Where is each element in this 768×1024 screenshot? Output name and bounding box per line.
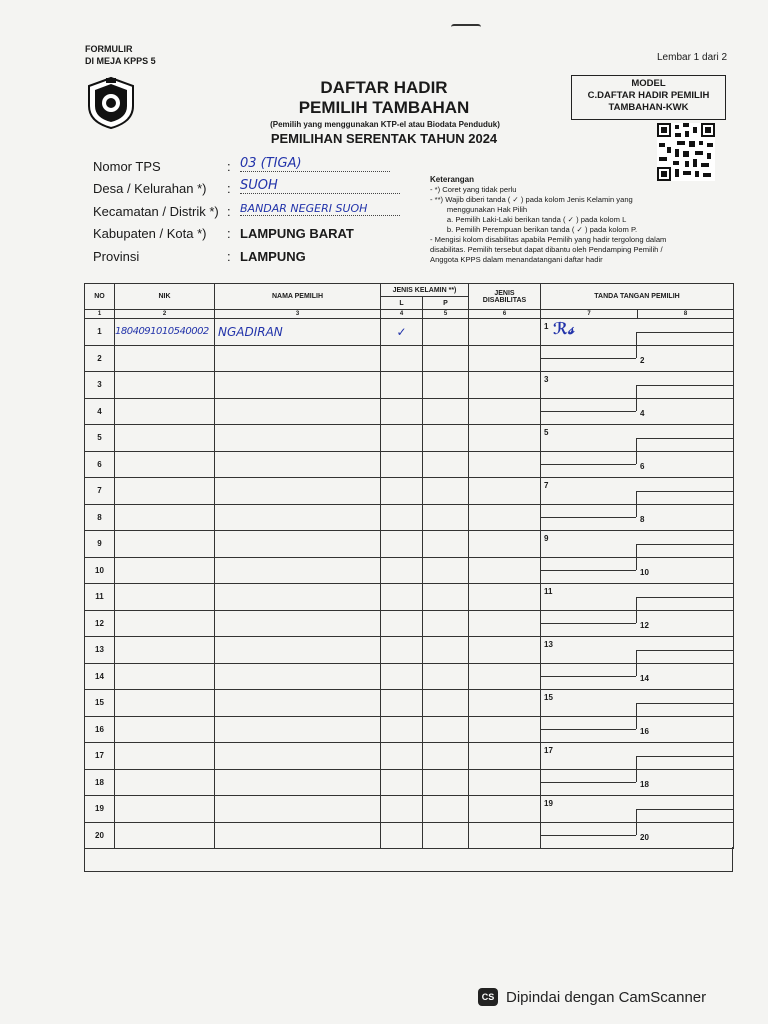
cell-l[interactable] — [381, 822, 423, 849]
cell-l[interactable]: ✓ — [381, 319, 423, 346]
header-jenis-kelamin: JENIS KELAMIN **) — [381, 284, 469, 297]
cell-nama[interactable] — [215, 584, 381, 611]
signature-step — [636, 438, 734, 439]
cell-dis[interactable] — [469, 743, 541, 770]
cell-nik[interactable] — [115, 716, 215, 743]
signature-divider — [636, 332, 637, 345]
table-row — [85, 345, 734, 372]
cell-p[interactable] — [423, 690, 469, 717]
cell-dis[interactable] — [469, 398, 541, 425]
cell-nama[interactable] — [215, 345, 381, 372]
info-label-provinsi: Provinsi — [93, 249, 140, 264]
signature-step — [541, 570, 636, 571]
signature-divider — [636, 770, 637, 783]
keterangan-line: - *) Coret yang tidak perlu — [430, 185, 517, 194]
cell-signature[interactable] — [541, 796, 734, 823]
signature-number: 16 — [640, 726, 649, 736]
column-number: 5 — [423, 310, 469, 319]
cell-l[interactable] — [381, 637, 423, 664]
signature-divider — [636, 717, 637, 730]
cell-nik[interactable] — [115, 398, 215, 425]
keterangan-line: b. Pemilih Perempuan berikan tanda ( ✓ ) pada kolom P. — [430, 225, 638, 234]
signature-divider — [636, 385, 637, 398]
cell-nama[interactable] — [215, 822, 381, 849]
info-colon: : — [227, 204, 231, 219]
signature-divider — [636, 650, 637, 663]
signature-step — [636, 703, 734, 704]
column-number: 2 — [115, 310, 215, 319]
title-line1: DAFTAR HADIR — [320, 78, 448, 97]
cell-no: 16 — [85, 716, 115, 743]
cell-signature[interactable] — [541, 531, 734, 558]
table-row — [85, 372, 734, 399]
cell-l[interactable] — [381, 796, 423, 823]
cell-no: 10 — [85, 557, 115, 584]
cell-no: 13 — [85, 637, 115, 664]
keterangan-line: Anggota KPPS dalam menandatangani daftar hadir — [430, 255, 603, 264]
signature-divider — [636, 664, 637, 677]
cell-dis[interactable] — [469, 663, 541, 690]
cell-no: 20 — [85, 822, 115, 849]
cell-nik[interactable] — [115, 796, 215, 823]
cell-nik[interactable] — [115, 531, 215, 558]
cell-nama[interactable] — [215, 478, 381, 505]
cell-signature[interactable] — [541, 637, 734, 664]
cell-signature[interactable] — [541, 690, 734, 717]
cell-nama[interactable] — [215, 610, 381, 637]
keterangan — [430, 175, 730, 265]
header-nama: NAMA PEMILIH — [215, 284, 381, 310]
cell-dis[interactable] — [469, 637, 541, 664]
cell-l[interactable] — [381, 584, 423, 611]
info-value-kecamatan: BANDAR NEGERI SUOH — [240, 202, 400, 216]
cell-nik[interactable] — [115, 372, 215, 399]
signature-number: 14 — [640, 673, 649, 683]
cell-dis[interactable] — [469, 451, 541, 478]
signature-divider — [636, 611, 637, 624]
signature-step — [541, 835, 636, 836]
signature-number: 13 — [544, 640, 553, 649]
table-row — [85, 822, 734, 849]
keterangan-title: Keterangan — [430, 175, 475, 184]
header-p: P — [423, 297, 469, 310]
cell-p[interactable] — [423, 584, 469, 611]
model-line1: MODEL — [631, 78, 666, 89]
cell-signature[interactable] — [541, 743, 734, 770]
signature-divider — [636, 756, 637, 769]
cell-no: 11 — [85, 584, 115, 611]
cell-dis[interactable] — [469, 557, 541, 584]
formulir-line2: DI MEJA KPPS 5 — [85, 56, 156, 66]
cell-nama[interactable] — [215, 398, 381, 425]
cell-dis[interactable] — [469, 372, 541, 399]
cell-nama[interactable] — [215, 663, 381, 690]
info-value-provinsi: LAMPUNG — [240, 249, 306, 264]
column-number: 3 — [215, 310, 381, 319]
cell-no: 18 — [85, 769, 115, 796]
cell-signature[interactable] — [541, 769, 734, 796]
signature-number: 17 — [544, 746, 553, 755]
header-no: NO — [85, 284, 115, 310]
cell-no: 19 — [85, 796, 115, 823]
cell-no: 3 — [85, 372, 115, 399]
cell-p[interactable] — [423, 398, 469, 425]
column-number: 6 — [469, 310, 541, 319]
camscanner-logo-icon: CS — [478, 988, 498, 1006]
table-footer-row — [84, 847, 733, 872]
keterangan-line: a. Pemilih Laki-Laki berikan tanda ( ✓ ) pada kolom L — [430, 215, 627, 224]
info-value-desa: SUOH — [240, 178, 400, 194]
table-row — [85, 319, 734, 346]
table-row — [85, 504, 734, 531]
signature-number: 3 — [544, 375, 549, 384]
signature-mark: ℛ𝓈 — [553, 319, 574, 338]
cell-l[interactable] — [381, 425, 423, 452]
info-colon: : — [227, 159, 231, 174]
cell-nik[interactable] — [115, 690, 215, 717]
signature-number: 18 — [640, 779, 649, 789]
cell-dis[interactable] — [469, 610, 541, 637]
cell-nama[interactable] — [215, 690, 381, 717]
signature-step — [636, 385, 734, 386]
signature-step — [541, 358, 636, 359]
cell-no: 7 — [85, 478, 115, 505]
header-disabilitas — [469, 284, 541, 310]
signature-divider — [636, 505, 637, 518]
cell-nik[interactable] — [115, 425, 215, 452]
camscanner-watermark — [478, 984, 748, 1010]
model-line2: C.DAFTAR HADIR PEMILIH — [587, 90, 710, 101]
signature-divider — [636, 597, 637, 610]
model-line3: TAMBAHAN-KWK — [608, 102, 689, 113]
cell-signature[interactable] — [541, 398, 734, 425]
cell-signature[interactable] — [541, 451, 734, 478]
cell-nik[interactable] — [115, 769, 215, 796]
cell-signature[interactable] — [541, 504, 734, 531]
cell-nik[interactable] — [115, 478, 215, 505]
cell-signature[interactable] — [541, 478, 734, 505]
signature-number: 8 — [640, 514, 645, 524]
header-disabilitas-line1: JENIS — [494, 289, 515, 297]
table-row — [85, 716, 734, 743]
cell-l[interactable] — [381, 451, 423, 478]
column-number: 7 — [541, 310, 638, 319]
cell-dis[interactable] — [469, 796, 541, 823]
subtitle: (Pemilih yang menggunakan KTP-el atau Biodata Penduduk) — [270, 120, 500, 129]
table-row — [85, 610, 734, 637]
signature-number: 12 — [640, 620, 649, 630]
cell-nama[interactable] — [215, 796, 381, 823]
cell-dis[interactable] — [469, 478, 541, 505]
cell-p[interactable] — [423, 319, 469, 346]
signature-number: 9 — [544, 534, 549, 543]
cell-no: 6 — [85, 451, 115, 478]
cell-l[interactable] — [381, 610, 423, 637]
cell-signature[interactable] — [541, 345, 734, 372]
table-row — [85, 478, 734, 505]
cell-nik[interactable] — [115, 610, 215, 637]
cell-dis[interactable] — [469, 769, 541, 796]
formulir-line1: FORMULIR — [85, 44, 133, 54]
cell-p[interactable] — [423, 478, 469, 505]
cell-l[interactable] — [381, 478, 423, 505]
table-row — [85, 398, 734, 425]
signature-number: 7 — [544, 481, 549, 490]
signature-step — [541, 676, 636, 677]
camscanner-text: Dipindai dengan CamScanner — [506, 988, 707, 1006]
cell-signature[interactable] — [541, 716, 734, 743]
clip-mark — [451, 24, 481, 30]
cell-no: 1 — [85, 319, 115, 346]
signature-divider — [636, 809, 637, 822]
cell-no: 5 — [85, 425, 115, 452]
info-label-kecamatan: Kecamatan / Distrik *) — [93, 204, 219, 219]
cell-signature[interactable] — [541, 584, 734, 611]
cell-nama[interactable] — [215, 425, 381, 452]
signature-step — [636, 544, 734, 545]
signature-step — [636, 491, 734, 492]
cell-nik[interactable] — [115, 743, 215, 770]
table-row — [85, 637, 734, 664]
kpu-logo-icon — [86, 76, 136, 130]
signature-divider — [636, 438, 637, 451]
header-disabilitas-line2: DISABILITAS — [482, 296, 527, 304]
signature-step — [541, 623, 636, 624]
column-number: 1 — [85, 310, 115, 319]
cell-p[interactable] — [423, 637, 469, 664]
cell-signature[interactable] — [541, 557, 734, 584]
signature-step — [636, 597, 734, 598]
table-row — [85, 557, 734, 584]
cell-p[interactable] — [423, 504, 469, 531]
cell-nik[interactable] — [115, 584, 215, 611]
signature-step — [541, 464, 636, 465]
cell-no: 14 — [85, 663, 115, 690]
cell-p[interactable] — [423, 796, 469, 823]
title-line2: PEMILIH TAMBAHAN — [298, 98, 470, 117]
table-row — [85, 690, 734, 717]
cell-dis[interactable] — [469, 425, 541, 452]
cell-nik[interactable] — [115, 345, 215, 372]
signature-number: 5 — [544, 428, 549, 437]
cell-p[interactable] — [423, 345, 469, 372]
keterangan-line: disabilitas. Pemilih tersebut dapat dibantu oleh Pendamping Pemilih / — [430, 245, 663, 254]
cell-l[interactable] — [381, 531, 423, 558]
qr-code-icon — [657, 123, 715, 181]
cell-signature[interactable] — [541, 372, 734, 399]
cell-signature[interactable] — [541, 319, 734, 346]
cell-dis[interactable] — [469, 504, 541, 531]
info-colon: : — [227, 181, 231, 196]
column-number: 8 — [638, 310, 734, 319]
title-line3: PEMILIHAN SERENTAK TAHUN 2024 — [270, 131, 498, 146]
cell-nama[interactable] — [215, 716, 381, 743]
column-number: 4 — [381, 310, 423, 319]
cell-no: 9 — [85, 531, 115, 558]
cell-l[interactable] — [381, 716, 423, 743]
signature-divider — [636, 399, 637, 412]
cell-p[interactable] — [423, 531, 469, 558]
header-tanda-tangan: TANDA TANGAN PEMILIH — [541, 284, 734, 310]
cell-p[interactable] — [423, 610, 469, 637]
cell-p[interactable] — [423, 557, 469, 584]
table-row — [85, 743, 734, 770]
signature-step — [636, 809, 734, 810]
info-colon: : — [227, 249, 231, 264]
table-row — [85, 425, 734, 452]
cell-nama[interactable] — [215, 769, 381, 796]
cell-dis[interactable] — [469, 716, 541, 743]
cell-dis[interactable] — [469, 690, 541, 717]
signature-number: 1 — [544, 322, 549, 331]
cell-nik[interactable] — [115, 557, 215, 584]
signature-number: 4 — [640, 408, 645, 418]
cell-signature[interactable] — [541, 425, 734, 452]
header-l: L — [381, 297, 423, 310]
signature-number: 2 — [640, 355, 645, 365]
cell-no: 15 — [85, 690, 115, 717]
cell-nama[interactable] — [215, 504, 381, 531]
table-row — [85, 796, 734, 823]
cell-no: 8 — [85, 504, 115, 531]
attendance-table — [84, 283, 734, 849]
cell-no: 17 — [85, 743, 115, 770]
cell-l[interactable] — [381, 663, 423, 690]
cell-nik[interactable] — [115, 822, 215, 849]
formulir-label — [85, 43, 156, 67]
cell-nama[interactable] — [215, 451, 381, 478]
signature-divider — [636, 346, 637, 359]
cell-dis[interactable] — [469, 345, 541, 372]
info-value-kabupaten: LAMPUNG BARAT — [240, 226, 354, 241]
cell-l[interactable] — [381, 743, 423, 770]
cell-p[interactable] — [423, 822, 469, 849]
table-row — [85, 769, 734, 796]
cell-p[interactable] — [423, 451, 469, 478]
signature-number: 15 — [544, 693, 553, 702]
info-label-tps: Nomor TPS — [93, 159, 161, 174]
cell-signature[interactable] — [541, 663, 734, 690]
info-value-tps: 03 (TIGA) — [240, 156, 390, 172]
cell-p[interactable] — [423, 743, 469, 770]
info-label-desa: Desa / Kelurahan *) — [93, 181, 207, 196]
header-nik: NIK — [115, 284, 215, 310]
cell-p[interactable] — [423, 769, 469, 796]
signature-step — [541, 729, 636, 730]
cell-l[interactable] — [381, 345, 423, 372]
cell-signature[interactable] — [541, 822, 734, 849]
cell-nama[interactable] — [215, 637, 381, 664]
cell-nik[interactable] — [115, 663, 215, 690]
cell-no: 4 — [85, 398, 115, 425]
signature-divider — [636, 491, 637, 504]
info-label-kabupaten: Kabupaten / Kota *) — [93, 226, 207, 241]
cell-p[interactable] — [423, 425, 469, 452]
signature-divider — [636, 703, 637, 716]
lembar-label: Lembar 1 dari 2 — [657, 52, 728, 63]
signature-number: 20 — [640, 832, 649, 842]
table-row — [85, 584, 734, 611]
signature-step — [636, 332, 734, 333]
signature-number: 19 — [544, 799, 553, 808]
keterangan-line: - Mengisi kolom disabilitas apabila Pemilih yang hadir tergolong dalam — [430, 235, 667, 244]
cell-nik[interactable] — [115, 504, 215, 531]
cell-no: 2 — [85, 345, 115, 372]
cell-l[interactable] — [381, 398, 423, 425]
signature-step — [541, 782, 636, 783]
signature-number: 10 — [640, 567, 649, 577]
keterangan-line: menggunakan Hak Pilih — [430, 205, 528, 214]
signature-step — [636, 650, 734, 651]
cell-l[interactable] — [381, 372, 423, 399]
table-row — [85, 663, 734, 690]
cell-nama[interactable] — [215, 557, 381, 584]
signature-divider — [636, 823, 637, 836]
signature-divider — [636, 544, 637, 557]
info-colon: : — [227, 226, 231, 241]
signature-step — [541, 411, 636, 412]
cell-dis[interactable] — [469, 319, 541, 346]
cell-dis[interactable] — [469, 531, 541, 558]
cell-nik[interactable] — [115, 451, 215, 478]
signature-number: 6 — [640, 461, 645, 471]
signature-number: 11 — [544, 587, 553, 596]
cell-signature[interactable] — [541, 610, 734, 637]
table-row — [85, 531, 734, 558]
signature-step — [636, 756, 734, 757]
table-row — [85, 451, 734, 478]
signature-divider — [636, 558, 637, 571]
cell-p[interactable] — [423, 663, 469, 690]
cell-l[interactable] — [381, 504, 423, 531]
cell-dis[interactable] — [469, 822, 541, 849]
signature-step — [541, 517, 636, 518]
cell-l[interactable] — [381, 769, 423, 796]
cell-l[interactable] — [381, 690, 423, 717]
keterangan-line: - **) Wajib diberi tanda ( ✓ ) pada kolom Jenis Kelamin yang — [430, 195, 633, 204]
model-box — [571, 75, 726, 120]
cell-p[interactable] — [423, 716, 469, 743]
cell-no: 12 — [85, 610, 115, 637]
cell-p[interactable] — [423, 372, 469, 399]
cell-dis[interactable] — [469, 584, 541, 611]
cell-nama[interactable] — [215, 531, 381, 558]
cell-nik[interactable] — [115, 637, 215, 664]
cell-nama[interactable]: NGADIRAN — [215, 319, 381, 346]
cell-nik[interactable]: 1804091010540002 — [115, 319, 215, 346]
signature-divider — [636, 452, 637, 465]
cell-nama[interactable] — [215, 743, 381, 770]
cell-l[interactable] — [381, 557, 423, 584]
cell-nama[interactable] — [215, 372, 381, 399]
